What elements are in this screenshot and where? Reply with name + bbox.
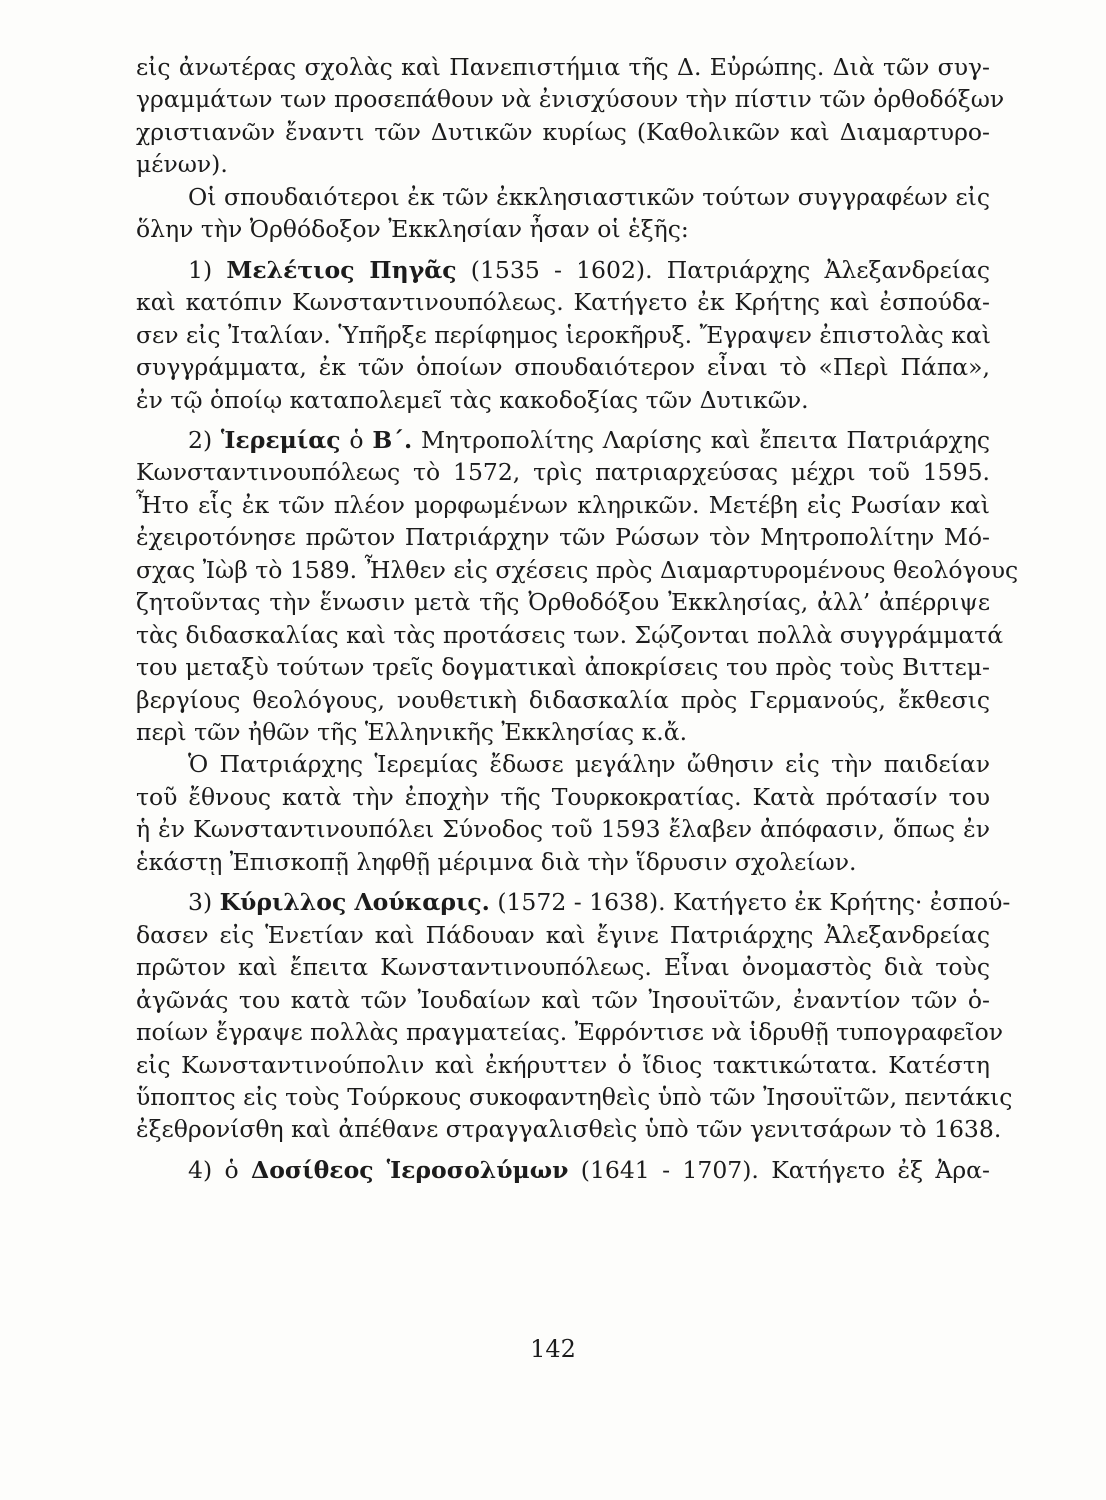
text-run: τοῦ ἔθνους κατὰ τὴν ἐποχὴν τῆς Τουρκοκρατίας. Κατὰ πρότασίν του [136, 782, 990, 811]
text-run: Ὁ Πατριάρχης Ἱερεμίας ἔδωσε μεγάλην ὤθησιν εἰς τὴν παιδείαν [188, 750, 990, 779]
text-line [136, 1015, 1004, 1049]
text-line [136, 812, 990, 846]
bold-heading: Μελέτιος Πηγᾶς [226, 255, 457, 284]
text-run: ποίων ἔγραψε πολλὰς πραγματείας. Ἐφρόντισε νὰ ἱδρυθῇ τυπογραφεῖον [136, 1018, 1004, 1047]
text-line [136, 253, 990, 287]
text-run: βεργίους θεολόγους, νουθετικὴ διδασκαλία πρὸς Γερμανούς, ἔκθεσις [136, 685, 990, 714]
text-line [136, 585, 990, 619]
text-run: ἀγῶνάς του κατὰ τῶν Ἰουδαίων καὶ τῶν Ἰησουϊτῶν, ἐναντίον τῶν ὁ- [136, 985, 990, 1014]
text-run: ἑκάστῃ Ἐπισκοπῇ ληφθῇ μέριμνα διὰ τὴν ἵδρυσιν σχολείων. [136, 847, 857, 876]
text-run: πρῶτον καὶ ἔπειτα Κωνσταντινουπόλεως. Εἶναι ὀνομαστὸς διὰ τοὺς [136, 953, 990, 982]
text-line [136, 1048, 990, 1082]
text-run: εἰς ἀνωτέρας σχολὰς καὶ Πανεπιστήμια τῆς Δ. Εὐρώπης. Διὰ τῶν συγ- [136, 53, 990, 81]
text-run: του μεταξὺ τούτων τρεῖς δογματικαὶ ἀποκρίσεις του πρὸς τοὺς Βιττεμ- [136, 653, 990, 682]
text-line [136, 82, 1005, 116]
text-run: τὰς διδασκαλίας καὶ τὰς προτάσεις των. Σῴζονται πολλὰ συγγράμματά [136, 620, 1004, 649]
text-run: ἡ ἐν Κωνσταντινουπόλει Σύνοδος τοῦ 1593 ἔλαβεν ἀπόφασιν, ὅπως ἐν [136, 815, 990, 844]
bold-heading: Ἱερεμίας [220, 425, 341, 454]
text-line [136, 845, 990, 879]
text-run: σεν εἰς Ἰταλίαν. Ὑπῆρξε περίφημος ἱεροκῆρυξ. Ἔγραψεν ἐπιστολὰς καὶ [136, 320, 991, 349]
text-line [136, 683, 990, 717]
text-line [136, 180, 990, 214]
text-run: ἐξεθρονίσθη καὶ ἀπέθανε στραγγαλισθεὶς ὑπὸ τῶν γενιτσάρων τὸ 1638. [136, 1115, 1002, 1144]
text-line [136, 885, 1011, 919]
text-line [136, 212, 990, 246]
text-run: εἰς Κωνσταντινούπολιν καὶ ἐκήρυττεν ὁ ἴδιος τακτικώτατα. Κατέστη [136, 1050, 990, 1079]
text-run: 4) ὁ [188, 1155, 252, 1184]
text-run: δασεν εἰς Ἑνετίαν καὶ Πάδουαν καὶ ἔγινε Πατριάρχης Ἀλεξανδρείας [136, 920, 990, 949]
text-line [136, 455, 990, 489]
text-run: (1572 - 1638). Κατήγετο ἐκ Κρήτης· ἐσπού- [489, 888, 1011, 917]
text-run: περὶ τῶν ἠθῶν τῆς Ἑλληνικῆς Ἐκκλησίας κ.ἄ. [136, 718, 688, 746]
text-run: ἐν τῷ ὁποίῳ καταπολεμεῖ τὰς κακοδοξίας τῶν Δυτικῶν. [136, 385, 809, 414]
text-line [136, 780, 990, 814]
text-run: σχας Ἰὼβ τὸ 1589. Ἦλθεν εἰς σχέσεις πρὸς Διαμαρτυρομένους θεολόγους [136, 555, 1019, 584]
text-run: Ἦτο εἷς ἐκ τῶν πλέον μορφωμένων κληρικῶν. Μετέβη εἰς Ρωσίαν καὶ [136, 490, 990, 519]
bold-heading: Δοσίθεος Ἱεροσολύμων [251, 1155, 569, 1184]
text-run: Οἱ σπουδαιότεροι ἐκ τῶν ἐκκλησιαστικῶν τούτων συγγραφέων εἰς [188, 182, 990, 211]
text-line [136, 618, 1004, 652]
text-line [136, 318, 990, 352]
text-line [136, 650, 990, 684]
text-line [136, 423, 990, 457]
text-run: γραμμάτων των προσεπάθουν νὰ ἐνισχύσουν τὴν πίστιν τῶν ὀρθοδόξων [136, 85, 1005, 114]
text-line [136, 350, 990, 384]
page-number: 142 [530, 1335, 576, 1363]
text-run: 3) [188, 888, 220, 917]
text-line [136, 1080, 1013, 1114]
text-line [136, 50, 990, 84]
text-line [136, 950, 990, 984]
text-run: 1) [188, 255, 227, 284]
text-run: συγγράμματα, ἐκ τῶν ὁποίων σπουδαιότερον εἶναι τὸ «Περὶ Πάπα», [136, 353, 990, 382]
text-line [136, 285, 990, 319]
text-line [136, 983, 990, 1017]
text-line [136, 553, 1019, 587]
text-run: ὅλην τὴν Ὀρθόδοξον Ἐκκλησίαν ἦσαν οἱ ἑξῆς: [136, 215, 689, 244]
text-line [136, 115, 990, 149]
bold-heading: Κύριλλος Λούκαρις. [219, 888, 490, 917]
text-run: ὕποπτος εἰς τοὺς Τούρκους συκοφαντηθεὶς ὑπὸ τῶν Ἰησουϊτῶν, πεντάκις [136, 1082, 1013, 1111]
bold-heading: Β΄. [372, 425, 413, 454]
text-line [136, 715, 990, 749]
text-run: Μητροπολίτης Λαρίσης καὶ ἔπειτα Πατριάρχης [412, 425, 990, 454]
text-line [136, 747, 990, 781]
text-run: (1641 - 1707). Κατήγετο ἐξ Ἀρα- [568, 1155, 990, 1184]
text-run: (1535 - 1602). Πατριάρχης Ἀλεξανδρείας [456, 255, 990, 284]
text-run: ζητοῦντας τὴν ἕνωσιν μετὰ τῆς Ὀρθοδόξου Ἐκκλησίας, ἀλλ’ ἀπέρριψε [136, 588, 990, 617]
text-run: Κωνσταντινουπόλεως τὸ 1572, τρὶς πατριαρχεύσας μέχρι τοῦ 1595. [136, 458, 990, 487]
text-run: ὁ [340, 425, 373, 454]
text-line [136, 147, 990, 181]
text-line [136, 520, 990, 554]
text-line [136, 918, 990, 952]
text-line [136, 488, 990, 522]
text-run: ἐχειροτόνησε πρῶτον Πατριάρχην τῶν Ρώσων τὸν Μητροπολίτην Μό- [136, 523, 990, 552]
text-line [136, 1112, 1002, 1146]
text-line [136, 1153, 990, 1187]
text-run: 2) [188, 425, 221, 454]
text-run: χριστιανῶν ἔναντι τῶν Δυτικῶν κυρίως (Καθολικῶν καὶ Διαμαρτυρο- [136, 117, 990, 146]
text-run: μένων). [136, 150, 228, 179]
text-line [136, 383, 990, 417]
text-run: καὶ κατόπιν Κωνσταντινουπόλεως. Κατήγετο ἐκ Κρήτης καὶ ἐσπούδα- [136, 288, 990, 317]
